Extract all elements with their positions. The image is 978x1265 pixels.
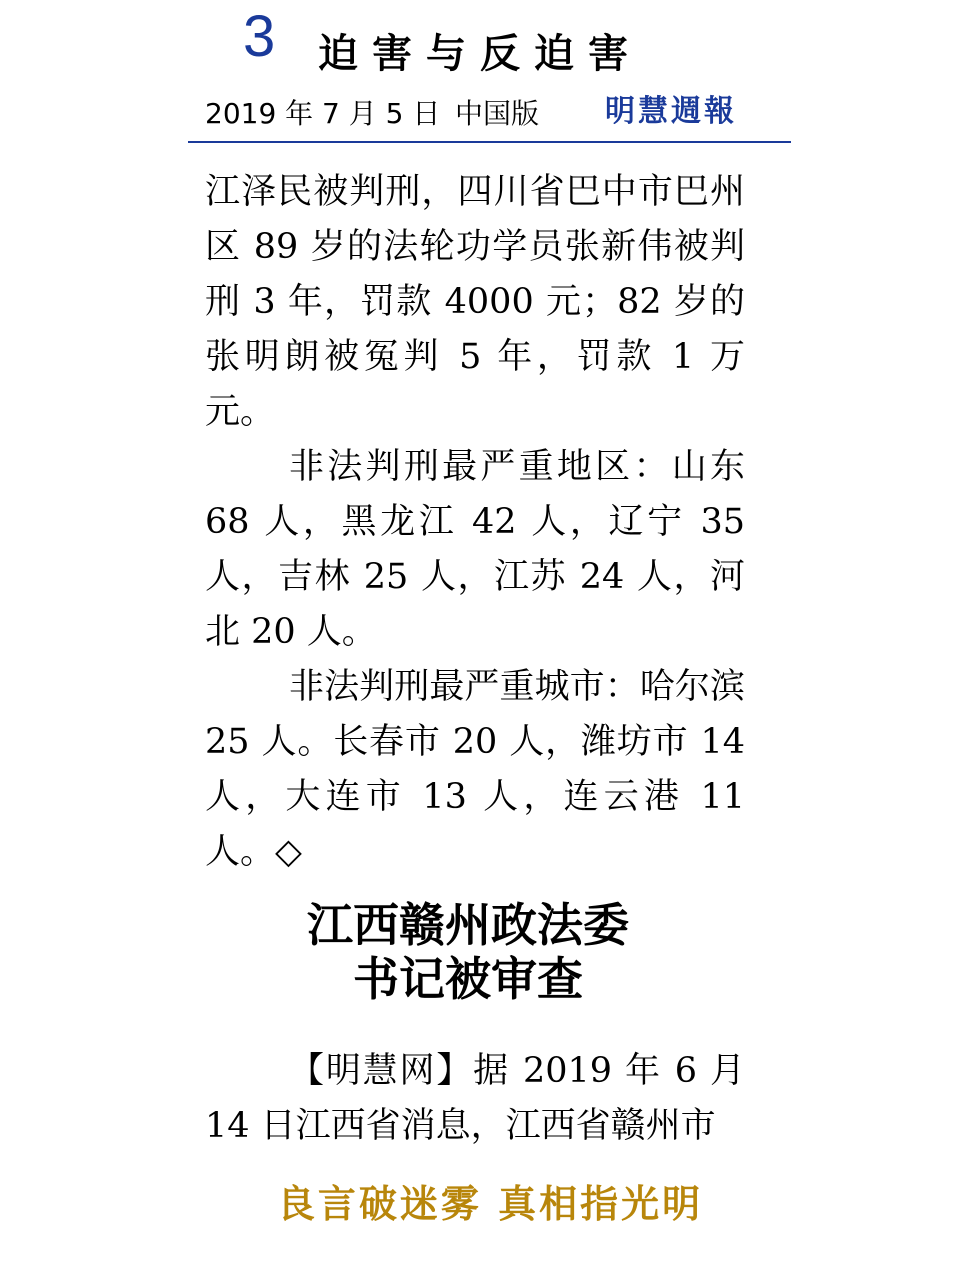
- edition-label: 中国版: [455, 97, 540, 130]
- article-headline: [188, 898, 748, 1006]
- article-paragraph-3: [205, 660, 745, 880]
- headline-line-1: 江西赣州政法委: [307, 898, 629, 952]
- headline-line-2: 书记被审查: [353, 952, 583, 1006]
- issue-date: 2019 年 7 月 5 日: [205, 97, 441, 130]
- header-divider: [188, 141, 791, 143]
- paragraph-text: 非法判刑最严重城市：哈尔滨 25 人。长春市 20 人，潍坊市 14 人，大连市 13 人，连云港 11 人。◇: [205, 667, 745, 872]
- article-2-paragraph-1: [205, 1044, 745, 1154]
- paragraph-text: 【明慧网】据 2019 年 6 月 14 日江西省消息，江西省赣州市: [205, 1051, 745, 1146]
- paragraph-text: 江泽民被判刑，四川省巴中市巴州区 89 岁的法轮功学员张新伟被判刑 3 年，罚款 4000 元；82 岁的张明朗被冤判 5 年，罚款 1 万元。: [205, 172, 745, 432]
- article-paragraph-1: [205, 165, 745, 440]
- footer-slogan: 良言破迷雾 真相指光明: [276, 1182, 704, 1226]
- page-number: 3: [243, 4, 276, 69]
- masthead-logo: 明慧週報: [605, 94, 737, 129]
- paragraph-text: 非法判刑最严重地区：山东 68 人，黑龙江 42 人，辽宁 35 人，吉林 25 人，江苏 24 人，河北 20 人。: [205, 447, 745, 652]
- article-paragraph-2: [205, 440, 745, 660]
- section-title: 迫害与反迫害: [318, 31, 642, 77]
